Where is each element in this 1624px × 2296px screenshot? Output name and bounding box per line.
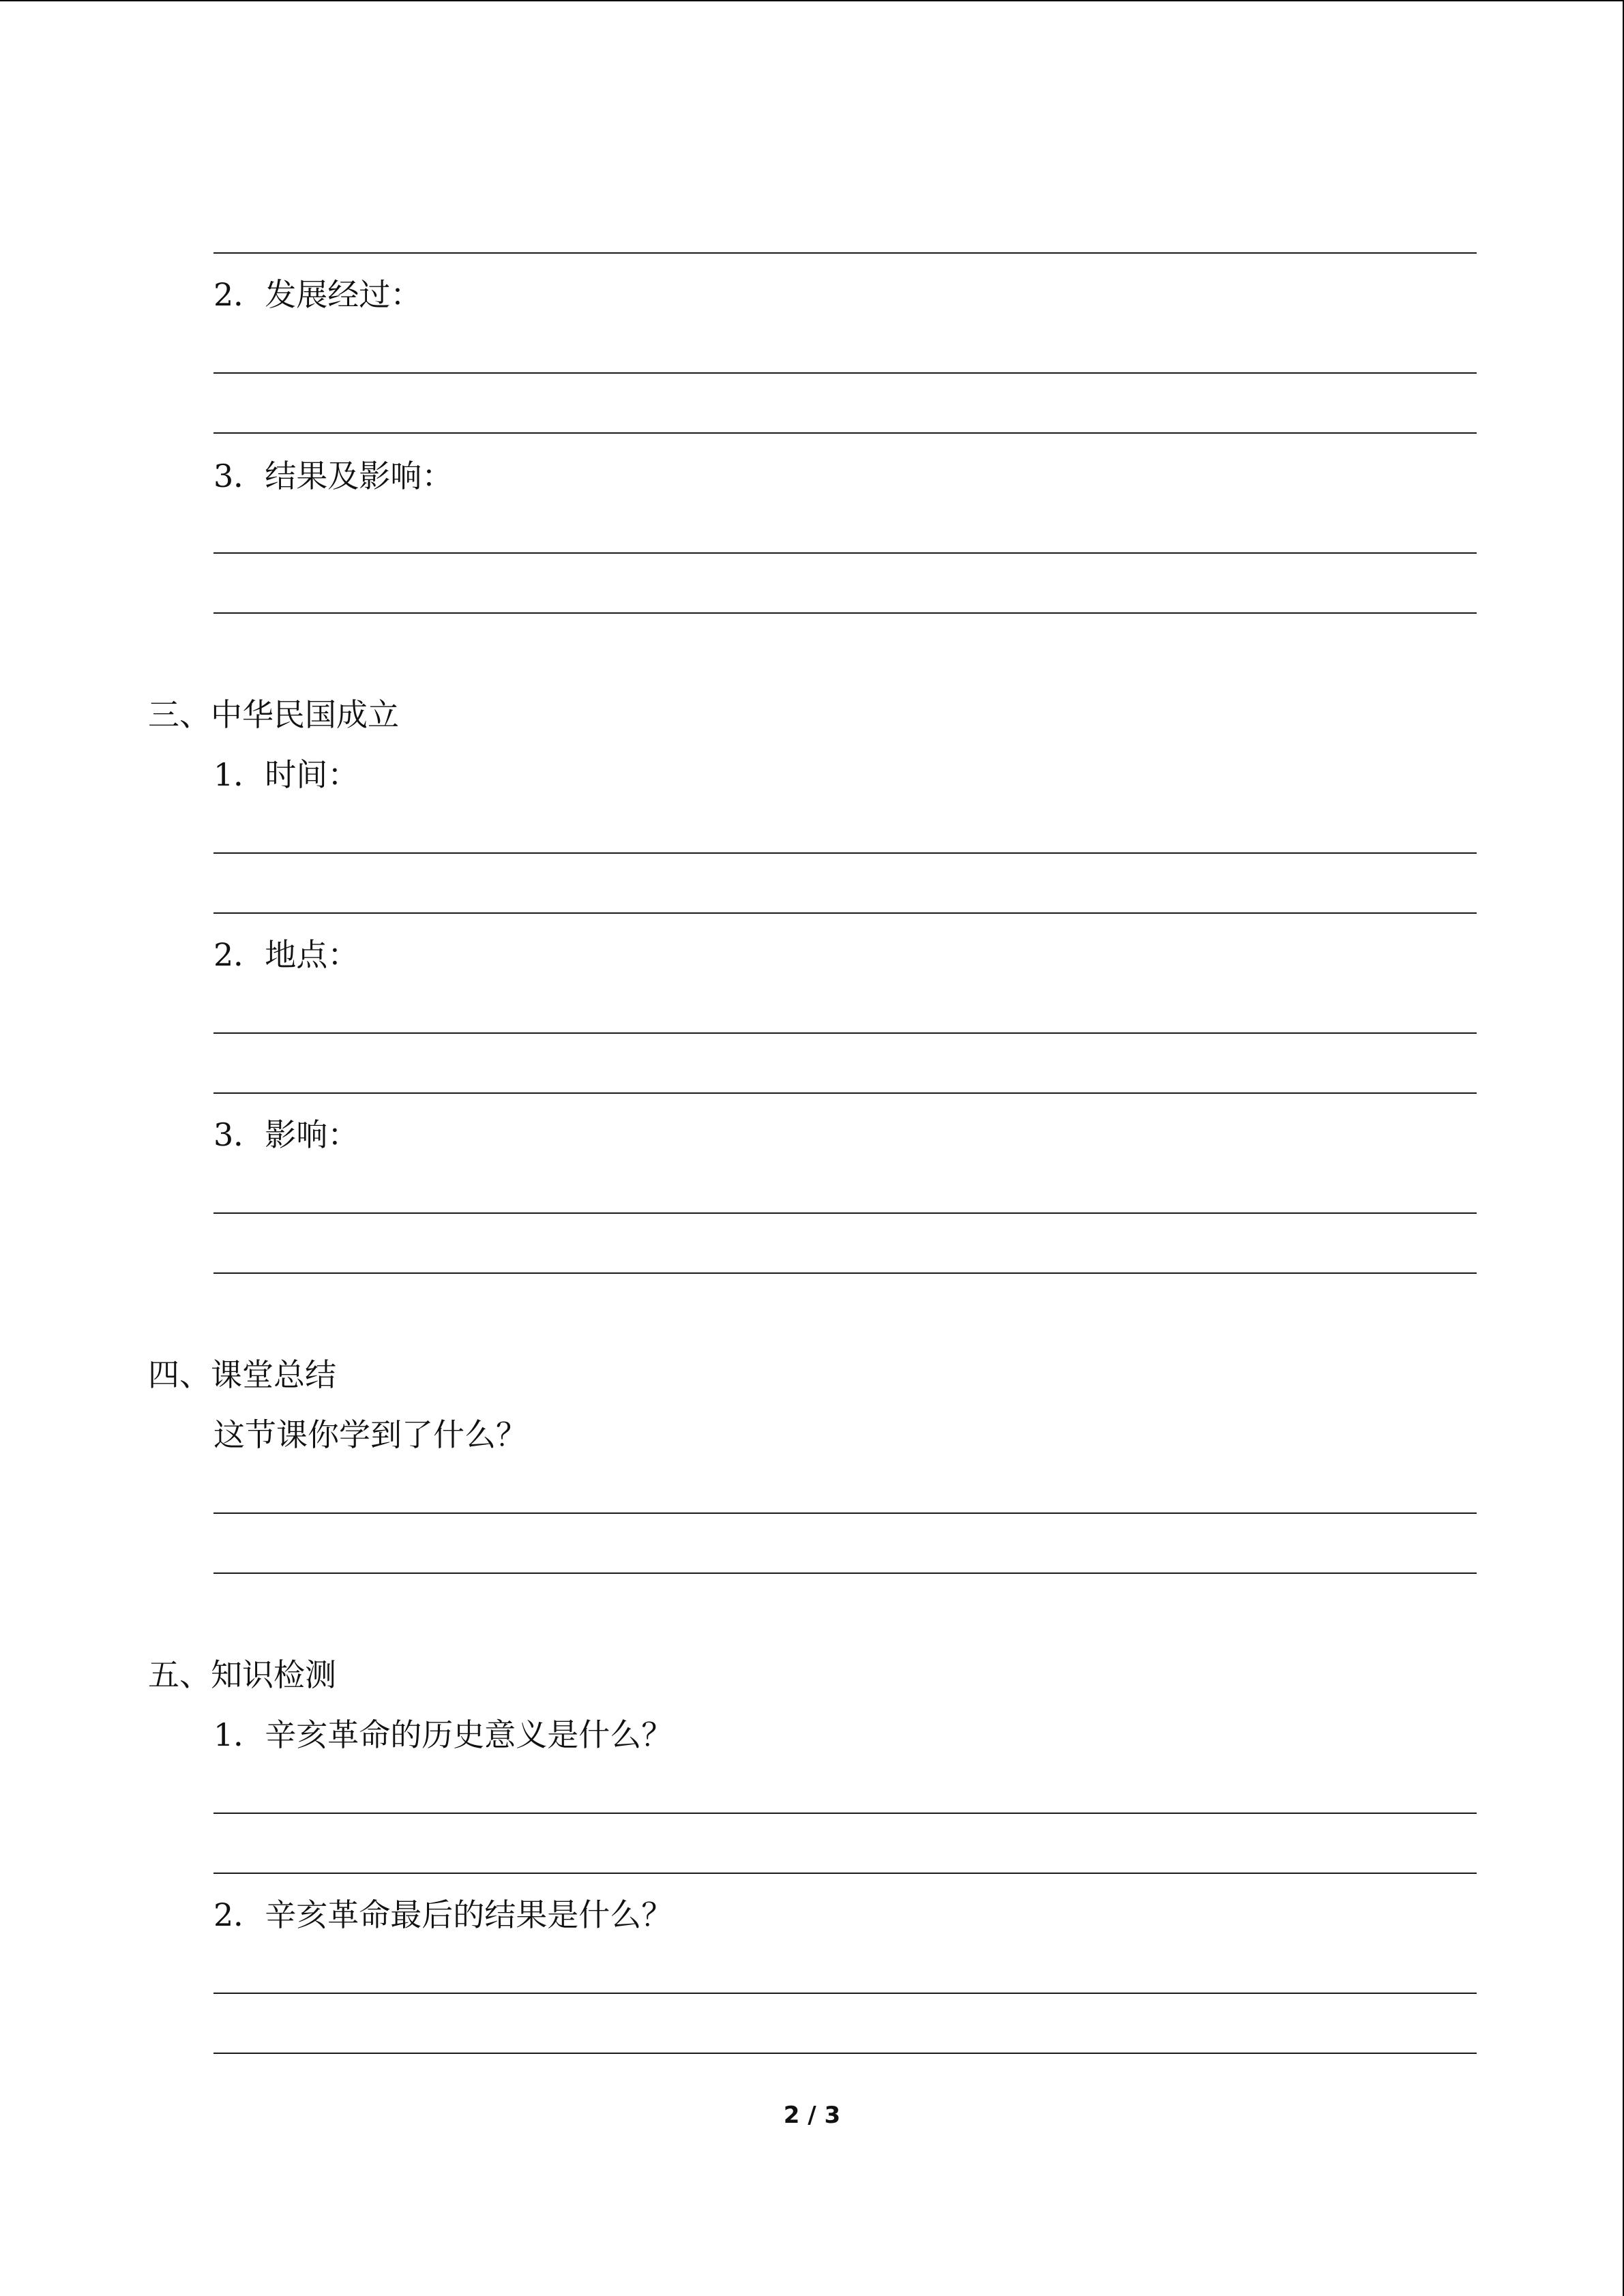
- answer-line: [213, 1212, 1477, 1214]
- answer-line: [213, 1032, 1477, 1034]
- section-5-question-1: 1．辛亥革命的历史意义是什么？: [213, 1716, 673, 1753]
- item-2-label: 2．发展经过：: [213, 276, 422, 313]
- section-5-question-2: 2．辛亥革命最后的结果是什么？: [213, 1896, 673, 1933]
- answer-line: [213, 1993, 1477, 1994]
- answer-line: [213, 1512, 1477, 1514]
- section-4-prompt: 这节课你学到了什么？: [213, 1416, 527, 1453]
- answer-line: [213, 912, 1477, 914]
- section-3-heading: 三、中华民国成立: [148, 696, 399, 733]
- section-3-question-1: 1．时间：: [213, 756, 359, 793]
- answer-line: [213, 1272, 1477, 1274]
- answer-line: [213, 2053, 1477, 2054]
- answer-line: [213, 852, 1477, 854]
- section-3-question-3: 3．影响：: [213, 1116, 359, 1153]
- section-4-heading: 四、课堂总结: [148, 1356, 336, 1393]
- answer-line: [213, 612, 1477, 614]
- answer-line: [213, 372, 1477, 374]
- answer-line: [213, 432, 1477, 434]
- section-5-heading: 五、知识检测: [148, 1656, 336, 1693]
- item-3-label: 3．结果及影响：: [213, 458, 454, 494]
- answer-line: [213, 552, 1477, 554]
- answer-line: [213, 1572, 1477, 1574]
- section-3-question-2: 2．地点：: [213, 936, 359, 973]
- page-number: 2 / 3: [783, 2102, 841, 2129]
- answer-line: [213, 1813, 1477, 1814]
- answer-line: [213, 1092, 1477, 1094]
- answer-line: [213, 1873, 1477, 1874]
- answer-line: [213, 252, 1477, 254]
